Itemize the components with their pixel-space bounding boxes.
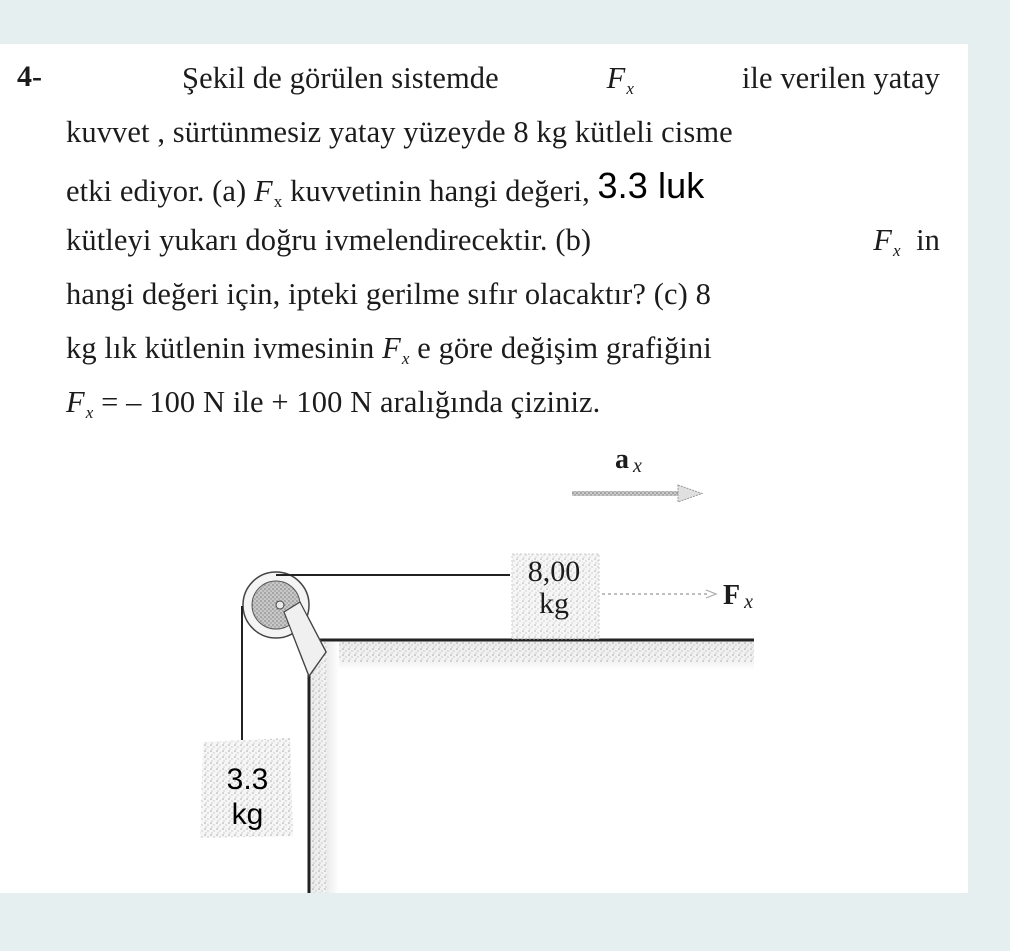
edited-mass-overlay: 3.3 luk bbox=[597, 165, 705, 206]
pulley-icon bbox=[243, 572, 326, 676]
text: Şekil de görülen sistemde bbox=[182, 61, 499, 95]
force-symbol: $F_x$ bbox=[66, 385, 94, 422]
question-number: 4- bbox=[17, 60, 42, 93]
problem-line-3: etki ediyor. (a) $F_x$ kuvvetinin hangi değeri, 3.3 luk bbox=[66, 165, 705, 211]
problem-line-7: $F_x$ = – 100 N ile + 100 N aralığında çiziniz. bbox=[66, 385, 601, 422]
force-symbol: $F_x$ bbox=[606, 61, 634, 98]
force-arrow-icon bbox=[602, 590, 716, 598]
problem-line-4: kütleyi yukarı doğru ivmelendirecektir. (b) $F_x$ in bbox=[66, 223, 940, 260]
force-symbol: $F_x$ bbox=[873, 223, 901, 260]
block-hanging-label: 3.3 kg bbox=[226, 763, 269, 831]
force-symbol: $F_x$ bbox=[382, 331, 410, 368]
block-8kg-label: 8,00 kg bbox=[527, 555, 581, 621]
problem-line-5: hangi değeri için, ipteki gerilme sıfır olacaktır? (c) 8 bbox=[66, 277, 711, 311]
problem-line-2: kuvvet , sürtünmesiz yatay yüzeyde 8 kg kütleli cisme bbox=[66, 115, 733, 149]
text: ile verilen yatay bbox=[741, 61, 940, 95]
acceleration-label: a $_x$ bbox=[615, 444, 642, 477]
acceleration-arrow-icon bbox=[572, 485, 702, 502]
problem-line-6: kg lık kütlenin ivmesinin $F_x$ e göre değişim grafiğini bbox=[66, 331, 712, 368]
force-label: F $_x$ bbox=[723, 580, 753, 613]
force-symbol: $F_x$ bbox=[254, 174, 283, 211]
table-surface bbox=[309, 640, 754, 893]
